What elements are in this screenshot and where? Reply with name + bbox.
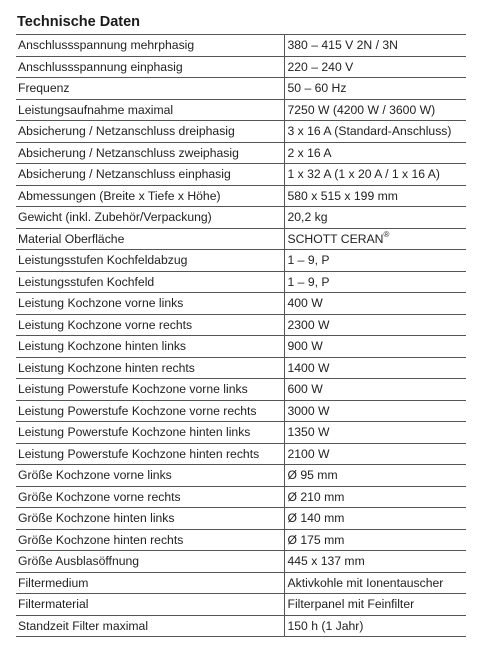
spec-value: 2100 W bbox=[284, 443, 466, 465]
table-row bbox=[16, 594, 466, 616]
table-row bbox=[16, 99, 466, 121]
spec-value: 445 x 137 mm bbox=[284, 551, 466, 573]
spec-value-cell bbox=[284, 228, 466, 250]
spec-label: Leistung Powerstufe Kochzone vorne links bbox=[16, 379, 284, 401]
table-row bbox=[16, 465, 466, 487]
spec-label: Leistung Kochzone hinten rechts bbox=[16, 357, 284, 379]
table-row bbox=[16, 185, 466, 207]
spec-value: Aktivkohle mit Ionentauscher bbox=[284, 572, 466, 594]
spec-value: 3 x 16 A (Standard-Anschluss) bbox=[284, 121, 466, 143]
table-row bbox=[16, 508, 466, 530]
spec-value: 1 – 9, P bbox=[284, 250, 466, 272]
spec-value: Ø 140 mm bbox=[284, 508, 466, 530]
spec-value: 900 W bbox=[284, 336, 466, 358]
table-row bbox=[16, 422, 466, 444]
table-row bbox=[16, 615, 466, 637]
spec-value: 580 x 515 x 199 mm bbox=[284, 185, 466, 207]
spec-value: 600 W bbox=[284, 379, 466, 401]
spec-label: Abmessungen (Breite x Tiefe x Höhe) bbox=[16, 185, 284, 207]
spec-value: 7250 W (4200 W / 3600 W) bbox=[284, 99, 466, 121]
spec-label: Leistungsstufen Kochfeld bbox=[16, 271, 284, 293]
spec-label: Material Oberfläche bbox=[16, 228, 284, 250]
table-row bbox=[16, 121, 466, 143]
table-row bbox=[16, 78, 466, 100]
registered-mark: ® bbox=[383, 229, 390, 239]
spec-value: Ø 175 mm bbox=[284, 529, 466, 551]
spec-label: Frequenz bbox=[16, 78, 284, 100]
spec-label: Gewicht (inkl. Zubehör/Verpackung) bbox=[16, 207, 284, 229]
spec-label: Leistungsaufnahme maximal bbox=[16, 99, 284, 121]
table-row bbox=[16, 551, 466, 573]
table-row bbox=[16, 142, 466, 164]
spec-value: Ø 95 mm bbox=[284, 465, 466, 487]
spec-label: Standzeit Filter maximal bbox=[16, 615, 284, 637]
table-row bbox=[16, 207, 466, 229]
table-row bbox=[16, 250, 466, 272]
table-row bbox=[16, 336, 466, 358]
spec-value: 150 h (1 Jahr) bbox=[284, 615, 466, 637]
spec-value: 1400 W bbox=[284, 357, 466, 379]
spec-label: Leistung Powerstufe Kochzone vorne rechts bbox=[16, 400, 284, 422]
spec-label: Absicherung / Netzanschluss dreiphasig bbox=[16, 121, 284, 143]
table-row bbox=[16, 486, 466, 508]
spec-value: Filterpanel mit Feinfilter bbox=[284, 594, 466, 616]
table-row bbox=[16, 56, 466, 78]
spec-label: Absicherung / Netzanschluss zweiphasig bbox=[16, 142, 284, 164]
spec-label: Filtermedium bbox=[16, 572, 284, 594]
spec-label: Filtermaterial bbox=[16, 594, 284, 616]
spec-value: 1 – 9, P bbox=[284, 271, 466, 293]
page-title: Technische Daten bbox=[17, 14, 141, 30]
spec-value: 220 – 240 V bbox=[284, 56, 466, 78]
table-row bbox=[16, 35, 466, 57]
specs-table bbox=[16, 34, 466, 637]
spec-value: 3000 W bbox=[284, 400, 466, 422]
spec-label: Leistungsstufen Kochfeldabzug bbox=[16, 250, 284, 272]
spec-value: 50 – 60 Hz bbox=[284, 78, 466, 100]
table-row bbox=[16, 164, 466, 186]
spec-label: Leistung Powerstufe Kochzone hinten rechts bbox=[16, 443, 284, 465]
specs-table-body bbox=[16, 35, 466, 637]
spec-value: 1 x 32 A (1 x 20 A / 1 x 16 A) bbox=[284, 164, 466, 186]
spec-value: 2 x 16 A bbox=[284, 142, 466, 164]
spec-value: 1350 W bbox=[284, 422, 466, 444]
table-row bbox=[16, 400, 466, 422]
spec-label: Größe Kochzone vorne links bbox=[16, 465, 284, 487]
spec-value: 2300 W bbox=[284, 314, 466, 336]
table-row bbox=[16, 271, 466, 293]
spec-label: Absicherung / Netzanschluss einphasig bbox=[16, 164, 284, 186]
spec-label: Leistung Kochzone vorne links bbox=[16, 293, 284, 315]
table-row bbox=[16, 293, 466, 315]
spec-value: SCHOTT CERAN bbox=[287, 231, 384, 246]
spec-value: 20,2 kg bbox=[284, 207, 466, 229]
spec-label: Leistung Powerstufe Kochzone hinten links bbox=[16, 422, 284, 444]
table-row bbox=[16, 529, 466, 551]
spec-value: 400 W bbox=[284, 293, 466, 315]
table-row bbox=[16, 228, 466, 250]
spec-label: Leistung Kochzone vorne rechts bbox=[16, 314, 284, 336]
spec-value: Ø 210 mm bbox=[284, 486, 466, 508]
table-row bbox=[16, 572, 466, 594]
spec-label: Leistung Kochzone hinten links bbox=[16, 336, 284, 358]
spec-sheet bbox=[16, 12, 466, 637]
spec-label: Größe Kochzone hinten links bbox=[16, 508, 284, 530]
spec-label: Größe Ausblasöffnung bbox=[16, 551, 284, 573]
spec-label: Größe Kochzone vorne rechts bbox=[16, 486, 284, 508]
spec-label: Größe Kochzone hinten rechts bbox=[16, 529, 284, 551]
table-row bbox=[16, 314, 466, 336]
table-row bbox=[16, 379, 466, 401]
table-row bbox=[16, 443, 466, 465]
spec-label: Anschlussspannung einphasig bbox=[16, 56, 284, 78]
spec-label: Anschlussspannung mehrphasig bbox=[16, 35, 284, 57]
spec-value: 380 – 415 V 2N / 3N bbox=[284, 35, 466, 57]
table-row bbox=[16, 357, 466, 379]
